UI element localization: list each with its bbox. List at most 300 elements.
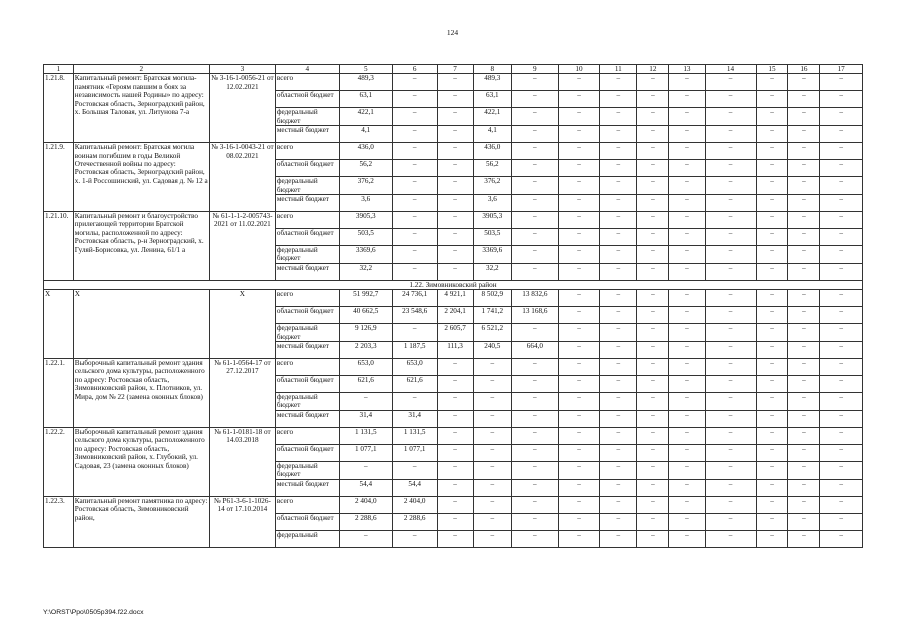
value-cell: – <box>473 393 511 411</box>
value-cell: – <box>511 108 558 126</box>
value-cell: – <box>558 246 599 264</box>
value-cell: – <box>705 160 756 177</box>
value-cell: – <box>669 177 705 195</box>
value-cell: 3369,6 <box>339 246 392 264</box>
value-cell: – <box>669 444 705 461</box>
value-cell: – <box>788 479 820 496</box>
value-cell: – <box>820 246 863 264</box>
value-cell: – <box>558 324 599 342</box>
table-row <box>44 290 863 307</box>
value-cell: – <box>637 393 669 411</box>
value-cell: – <box>788 195 820 212</box>
table-row <box>44 212 863 229</box>
header-cell: 13 <box>669 65 705 74</box>
header-cell: 6 <box>392 65 437 74</box>
value-cell: – <box>392 126 437 143</box>
value-cell: – <box>788 126 820 143</box>
value-cell: – <box>705 290 756 307</box>
value-cell: – <box>600 359 637 376</box>
value-cell: – <box>637 496 669 513</box>
value-cell: 6 521,2 <box>473 324 511 342</box>
value-cell: – <box>437 108 473 126</box>
value-cell: – <box>558 410 599 427</box>
value-cell: – <box>600 393 637 411</box>
value-cell: – <box>820 513 863 530</box>
funding-source: всего <box>275 427 339 444</box>
value-cell: – <box>705 427 756 444</box>
value-cell: – <box>600 126 637 143</box>
funding-source: местный бюджет <box>275 479 339 496</box>
value-cell: – <box>669 461 705 479</box>
value-cell: – <box>669 479 705 496</box>
value-cell: 111,3 <box>437 342 473 359</box>
value-cell: – <box>511 177 558 195</box>
value-cell: – <box>600 427 637 444</box>
funding-source: федеральный бюджет <box>275 246 339 264</box>
value-cell: – <box>705 324 756 342</box>
item-number: 1.22.2. <box>44 427 74 496</box>
value-cell: – <box>473 479 511 496</box>
value-cell: – <box>392 229 437 246</box>
value-cell: – <box>669 376 705 393</box>
value-cell: 9 126,9 <box>339 324 392 342</box>
funding-source: всего <box>275 143 339 160</box>
value-cell: – <box>637 427 669 444</box>
value-cell: – <box>558 530 599 547</box>
value-cell: – <box>705 461 756 479</box>
value-cell: – <box>820 342 863 359</box>
value-cell: – <box>788 427 820 444</box>
value-cell: – <box>437 461 473 479</box>
value-cell: – <box>820 479 863 496</box>
item-number: 1.22.3. <box>44 496 74 547</box>
value-cell: – <box>637 143 669 160</box>
value-cell: – <box>511 410 558 427</box>
value-cell: – <box>756 246 788 264</box>
value-cell: – <box>637 444 669 461</box>
table-row <box>44 143 863 160</box>
value-cell: – <box>669 307 705 324</box>
value-cell: – <box>437 195 473 212</box>
value-cell: – <box>756 461 788 479</box>
item-description: Выборочный капитальный ремонт здания сельского дома культуры, расположенного по адресу: Ростовская область, Зимовниковский район, х. Плотников, ул. Мира, дом № 22 (замена оконных блоков) <box>73 359 209 428</box>
value-cell: – <box>437 359 473 376</box>
value-cell: 2 404,0 <box>392 496 437 513</box>
value-cell: – <box>669 212 705 229</box>
table-row <box>44 496 863 513</box>
value-cell: – <box>600 91 637 108</box>
value-cell: – <box>756 212 788 229</box>
value-cell: – <box>669 263 705 280</box>
value-cell: – <box>437 376 473 393</box>
value-cell: – <box>437 143 473 160</box>
value-cell: – <box>600 342 637 359</box>
value-cell: – <box>600 74 637 91</box>
item-description: Капитальный ремонт памятника по адресу: Ростовская область, Зимовниковский район, <box>73 496 209 547</box>
value-cell: – <box>511 212 558 229</box>
value-cell: 63,1 <box>339 91 392 108</box>
value-cell: – <box>705 108 756 126</box>
value-cell: – <box>820 324 863 342</box>
value-cell: – <box>473 427 511 444</box>
value-cell: – <box>756 108 788 126</box>
value-cell: – <box>705 229 756 246</box>
value-cell: 489,3 <box>473 74 511 91</box>
value-cell: 31,4 <box>392 410 437 427</box>
value-cell: – <box>637 246 669 264</box>
value-cell: – <box>437 229 473 246</box>
value-cell: – <box>705 496 756 513</box>
item-number: X <box>44 290 74 359</box>
value-cell: – <box>788 444 820 461</box>
header-cell: 16 <box>788 65 820 74</box>
value-cell: – <box>756 444 788 461</box>
value-cell: – <box>511 229 558 246</box>
value-cell: – <box>705 359 756 376</box>
value-cell: – <box>756 479 788 496</box>
value-cell: – <box>600 212 637 229</box>
section-title: 1.22. Зимовниковский район <box>44 280 863 289</box>
value-cell: – <box>558 143 599 160</box>
funding-source: областной бюджет <box>275 91 339 108</box>
value-cell: – <box>637 307 669 324</box>
funding-source: федеральный бюджет <box>275 324 339 342</box>
value-cell: 436,0 <box>473 143 511 160</box>
value-cell: – <box>558 177 599 195</box>
value-cell: – <box>600 530 637 547</box>
value-cell: – <box>637 74 669 91</box>
value-cell: – <box>820 427 863 444</box>
item-description: Капитальный ремонт: Братская могила воинам погибшим в годы Великой Отечественной войны по адресу: Ростовская область, Зерноградский район, х. 1-й Россошинский, ул. Садовая д. № 12 а <box>73 143 209 212</box>
value-cell: 63,1 <box>473 91 511 108</box>
value-cell: – <box>600 195 637 212</box>
value-cell: – <box>705 91 756 108</box>
value-cell: 376,2 <box>473 177 511 195</box>
value-cell: – <box>756 427 788 444</box>
value-cell: – <box>788 91 820 108</box>
value-cell: – <box>392 177 437 195</box>
value-cell: – <box>756 195 788 212</box>
value-cell: – <box>669 342 705 359</box>
value-cell: 240,5 <box>473 342 511 359</box>
value-cell: – <box>558 160 599 177</box>
header-cell: 8 <box>473 65 511 74</box>
value-cell: – <box>558 108 599 126</box>
value-cell: – <box>511 427 558 444</box>
value-cell: – <box>820 143 863 160</box>
value-cell: – <box>600 290 637 307</box>
page-number: 124 <box>446 28 459 37</box>
value-cell: 2 605,7 <box>437 324 473 342</box>
item-number: 1.21.9. <box>44 143 74 212</box>
item-description: Капитальный ремонт и благоустройство прилегающей территории Братской могилы, расположенной по адресу: Ростовская область, р-н Зерноградский, х. Гуляй-Борисовка, ул. Ленина, 61/1 а <box>73 212 209 281</box>
value-cell: – <box>473 461 511 479</box>
value-cell: – <box>820 290 863 307</box>
value-cell: 13 832,6 <box>511 290 558 307</box>
value-cell: – <box>669 496 705 513</box>
value-cell: 4,1 <box>473 126 511 143</box>
value-cell: 3,6 <box>473 195 511 212</box>
value-cell: 436,0 <box>339 143 392 160</box>
value-cell: – <box>600 496 637 513</box>
value-cell: – <box>511 74 558 91</box>
value-cell: – <box>600 444 637 461</box>
value-cell: – <box>637 410 669 427</box>
value-cell: – <box>558 290 599 307</box>
funding-source: областной бюджет <box>275 376 339 393</box>
funding-source: местный бюджет <box>275 342 339 359</box>
value-cell: 1 187,5 <box>392 342 437 359</box>
value-cell: 54,4 <box>339 479 392 496</box>
value-cell: – <box>705 393 756 411</box>
value-cell: – <box>788 177 820 195</box>
value-cell: – <box>820 444 863 461</box>
funding-source: местный бюджет <box>275 195 339 212</box>
value-cell: – <box>637 126 669 143</box>
value-cell: – <box>756 263 788 280</box>
funding-source: федеральный бюджет <box>275 393 339 411</box>
value-cell: – <box>756 307 788 324</box>
value-cell: – <box>705 444 756 461</box>
value-cell: – <box>511 444 558 461</box>
value-cell: – <box>437 212 473 229</box>
footer-file-path: Y:\ORST\Ppo\0505p394.f22.docx <box>43 609 144 616</box>
value-cell: – <box>705 246 756 264</box>
value-cell: – <box>511 530 558 547</box>
funding-source: областной бюджет <box>275 513 339 530</box>
item-document: № 61-1-1-2-005743-2021 от 11.02.2021 <box>209 212 275 281</box>
value-cell: – <box>437 126 473 143</box>
value-cell: – <box>637 108 669 126</box>
value-cell: – <box>558 479 599 496</box>
value-cell: – <box>820 195 863 212</box>
value-cell: – <box>637 461 669 479</box>
value-cell: – <box>437 246 473 264</box>
value-cell: – <box>756 513 788 530</box>
funding-source: федеральный бюджет <box>275 461 339 479</box>
value-cell: – <box>820 410 863 427</box>
value-cell: – <box>756 324 788 342</box>
value-cell: – <box>558 513 599 530</box>
funding-source: всего <box>275 359 339 376</box>
funding-source: областной бюджет <box>275 444 339 461</box>
value-cell: 56,2 <box>473 160 511 177</box>
header-cell: 9 <box>511 65 558 74</box>
value-cell: – <box>392 74 437 91</box>
value-cell: – <box>511 496 558 513</box>
value-cell: – <box>600 513 637 530</box>
value-cell: 13 168,6 <box>511 307 558 324</box>
value-cell: 31,4 <box>339 410 392 427</box>
value-cell: – <box>637 229 669 246</box>
value-cell: – <box>392 530 437 547</box>
value-cell: – <box>473 530 511 547</box>
value-cell: – <box>705 212 756 229</box>
item-document: № 61-1-0181-18 от 14.03.2018 <box>209 427 275 496</box>
value-cell: – <box>705 263 756 280</box>
value-cell: 32,2 <box>339 263 392 280</box>
value-cell: – <box>511 479 558 496</box>
value-cell: – <box>669 246 705 264</box>
header-cell: 3 <box>209 65 275 74</box>
value-cell: – <box>437 513 473 530</box>
value-cell: – <box>756 496 788 513</box>
value-cell: – <box>669 160 705 177</box>
value-cell: – <box>473 496 511 513</box>
value-cell: – <box>437 74 473 91</box>
table-row <box>44 74 863 91</box>
value-cell: – <box>705 530 756 547</box>
value-cell: 621,6 <box>339 376 392 393</box>
value-cell: – <box>705 126 756 143</box>
value-cell: – <box>705 74 756 91</box>
value-cell: – <box>600 376 637 393</box>
value-cell: 2 203,3 <box>339 342 392 359</box>
value-cell: – <box>756 359 788 376</box>
funding-source: местный бюджет <box>275 263 339 280</box>
value-cell: – <box>637 290 669 307</box>
value-cell: 489,3 <box>339 74 392 91</box>
item-number: 1.22.1. <box>44 359 74 428</box>
value-cell: – <box>756 177 788 195</box>
value-cell: – <box>637 479 669 496</box>
value-cell: – <box>788 342 820 359</box>
header-cell: 10 <box>558 65 599 74</box>
value-cell: – <box>558 126 599 143</box>
item-document: № Р61-3-6-1-1026-14 от 17.10.2014 <box>209 496 275 547</box>
value-cell: – <box>756 530 788 547</box>
value-cell: – <box>669 393 705 411</box>
value-cell: – <box>437 496 473 513</box>
value-cell: – <box>558 359 599 376</box>
value-cell: – <box>558 376 599 393</box>
value-cell: – <box>600 143 637 160</box>
value-cell: – <box>756 376 788 393</box>
value-cell: – <box>820 307 863 324</box>
section-row <box>44 280 863 289</box>
value-cell: 1 131,5 <box>339 427 392 444</box>
value-cell: – <box>788 212 820 229</box>
value-cell: 4 921,1 <box>437 290 473 307</box>
value-cell: – <box>820 91 863 108</box>
value-cell: – <box>511 376 558 393</box>
value-cell: 2 404,0 <box>339 496 392 513</box>
value-cell: 3905,3 <box>473 212 511 229</box>
value-cell: – <box>637 359 669 376</box>
budget-table <box>43 64 863 548</box>
value-cell: – <box>558 263 599 280</box>
value-cell: – <box>600 410 637 427</box>
value-cell: – <box>788 513 820 530</box>
value-cell: – <box>669 324 705 342</box>
value-cell: 376,2 <box>339 177 392 195</box>
value-cell: – <box>637 324 669 342</box>
value-cell: 32,2 <box>473 263 511 280</box>
value-cell: – <box>820 496 863 513</box>
value-cell: – <box>669 359 705 376</box>
value-cell: – <box>669 229 705 246</box>
value-cell: – <box>637 263 669 280</box>
value-cell: 40 662,5 <box>339 307 392 324</box>
value-cell: – <box>511 91 558 108</box>
funding-source: всего <box>275 496 339 513</box>
value-cell: 24 736,1 <box>392 290 437 307</box>
value-cell: – <box>437 263 473 280</box>
value-cell: – <box>558 91 599 108</box>
value-cell: – <box>820 74 863 91</box>
value-cell: – <box>788 143 820 160</box>
value-cell: 1 131,5 <box>392 427 437 444</box>
value-cell: – <box>705 410 756 427</box>
header-cell: 11 <box>600 65 637 74</box>
value-cell: – <box>437 410 473 427</box>
value-cell: – <box>756 410 788 427</box>
funding-source: всего <box>275 290 339 307</box>
value-cell: – <box>705 513 756 530</box>
value-cell: 1 077,1 <box>339 444 392 461</box>
value-cell: – <box>558 393 599 411</box>
value-cell: – <box>637 177 669 195</box>
value-cell: – <box>392 393 437 411</box>
value-cell: – <box>669 427 705 444</box>
header-cell: 7 <box>437 65 473 74</box>
value-cell: – <box>511 160 558 177</box>
funding-source: всего <box>275 212 339 229</box>
funding-source: областной бюджет <box>275 229 339 246</box>
value-cell: – <box>511 195 558 212</box>
value-cell: – <box>511 359 558 376</box>
value-cell: 54,4 <box>392 479 437 496</box>
value-cell: – <box>637 212 669 229</box>
value-cell: – <box>339 461 392 479</box>
header-cell: 2 <box>73 65 209 74</box>
value-cell: – <box>511 143 558 160</box>
value-cell: – <box>392 212 437 229</box>
header-cell: 14 <box>705 65 756 74</box>
value-cell: – <box>820 376 863 393</box>
value-cell: – <box>788 307 820 324</box>
value-cell: – <box>511 324 558 342</box>
value-cell: – <box>820 393 863 411</box>
value-cell: – <box>756 143 788 160</box>
value-cell: 422,1 <box>339 108 392 126</box>
value-cell: – <box>392 160 437 177</box>
value-cell: – <box>788 229 820 246</box>
value-cell: – <box>669 126 705 143</box>
value-cell: – <box>756 342 788 359</box>
header-cell: 12 <box>637 65 669 74</box>
value-cell: – <box>705 307 756 324</box>
value-cell: 422,1 <box>473 108 511 126</box>
value-cell: 8 502,9 <box>473 290 511 307</box>
value-cell: – <box>392 143 437 160</box>
item-document: № 3-16-1-0043-21 от 08.02.2021 <box>209 143 275 212</box>
value-cell: – <box>558 195 599 212</box>
value-cell: – <box>339 530 392 547</box>
value-cell: – <box>339 393 392 411</box>
value-cell: – <box>820 461 863 479</box>
value-cell: – <box>756 229 788 246</box>
value-cell: – <box>473 444 511 461</box>
funding-source: местный бюджет <box>275 126 339 143</box>
value-cell: – <box>705 479 756 496</box>
value-cell: 503,5 <box>473 229 511 246</box>
value-cell: – <box>600 461 637 479</box>
value-cell: – <box>637 195 669 212</box>
header-cell: 17 <box>820 65 863 74</box>
item-description: X <box>73 290 209 359</box>
value-cell: – <box>820 160 863 177</box>
